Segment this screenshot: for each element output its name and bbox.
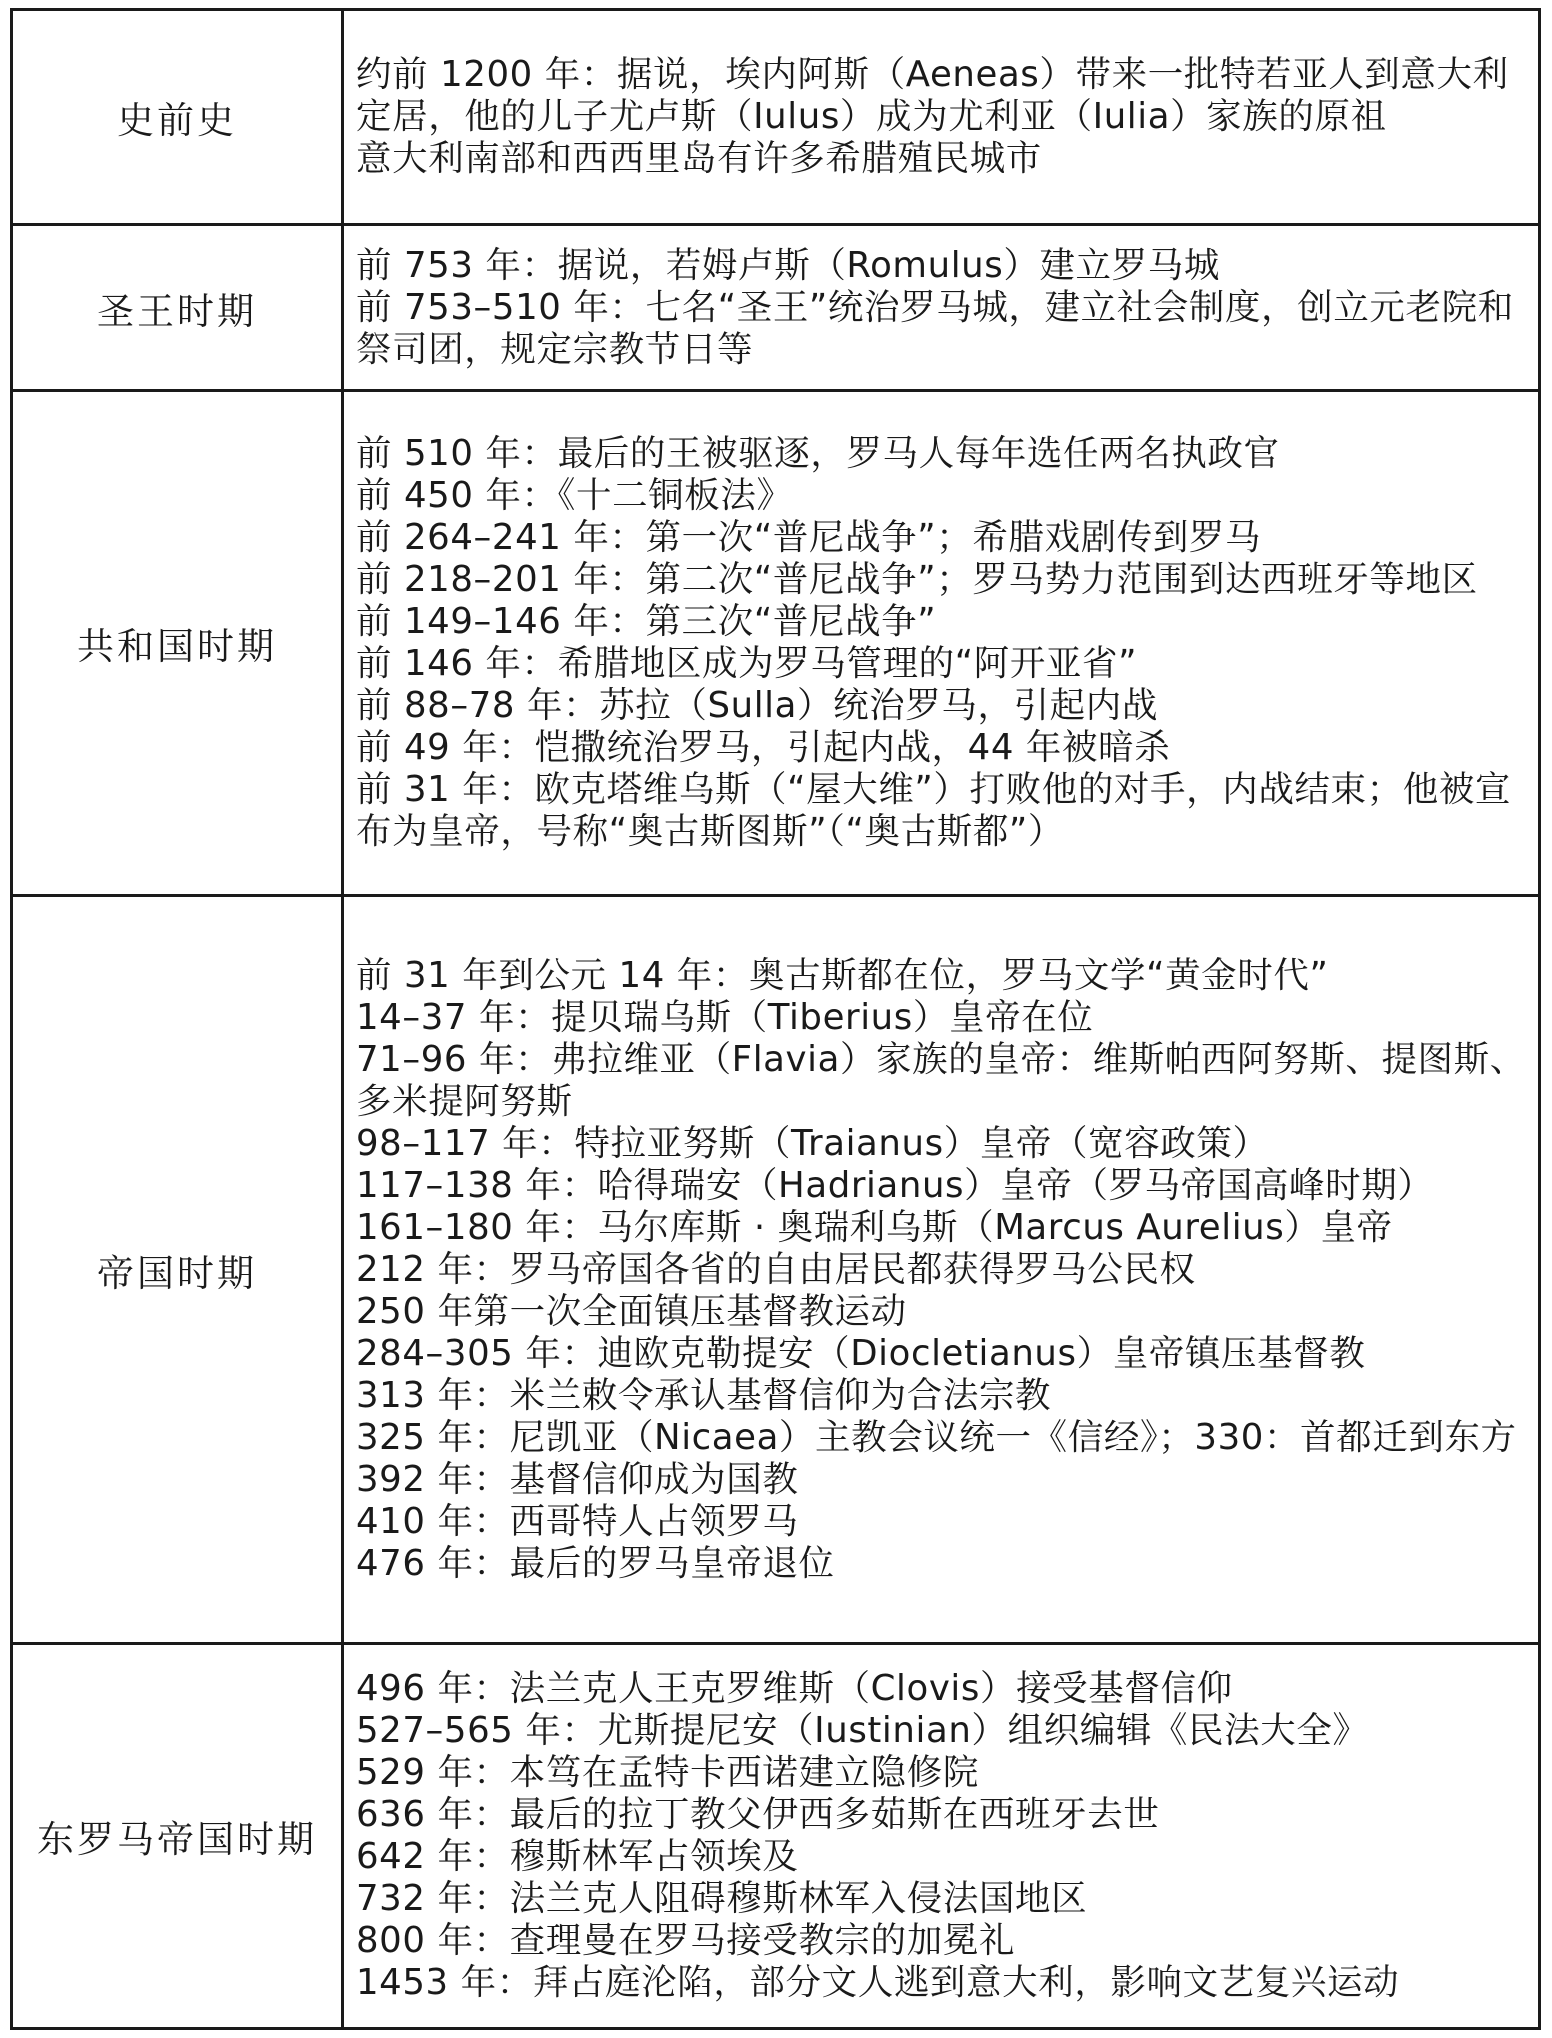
event-item: 前 146 年：希腊地区成为罗马管理的“阿开亚省” [356,643,1138,684]
event-item: 529 年：本笃在孟特卡西诺建立隐修院 [356,1752,979,1793]
period-republic: 共和国时期 [13,392,344,897]
event-item: 527–565 年：尤斯提尼安（Iustinian）组织编辑《民法大全》 [356,1710,1369,1751]
event-item: 1453 年：拜占庭沦陷，部分文人逃到意大利，影响文艺复兴运动 [356,1962,1400,2003]
period-kings: 圣王时期 [13,226,344,392]
event-item: 313 年：米兰敕令承认基督信仰为合法宗教 [356,1374,1052,1416]
event-item: 约前 1200 年：据说，埃内阿斯（Aeneas）带来一批特若亚人到意大利定居，他的儿子尤卢斯（Iulus）成为尤利亚（Iulia）家族的原祖 [356,54,1509,137]
event-item: 800 年：查理曼在罗马接受教宗的加冕礼 [356,1920,1016,1961]
event-item: 642 年：穆斯林军占领埃及 [356,1836,799,1877]
event-item: 前 218–201 年：第二次“普尼战争”；罗马势力范围到达西班牙等地区 [356,559,1478,600]
event-item: 732 年：法兰克人阻碍穆斯林军入侵法国地区 [356,1878,1088,1919]
event-item: 98–117 年：特拉亚努斯（Traianus）皇帝（宽容政策） [356,1122,1269,1164]
event-item: 476 年：最后的罗马皇帝退位 [356,1542,835,1584]
events-kings [344,226,1538,392]
event-item: 284–305 年：迪欧克勒提安（Diocletianus）皇帝镇压基督教 [356,1332,1366,1374]
event-item: 496 年：法兰克人王克罗维斯（Clovis）接受基督信仰 [356,1668,1233,1709]
event-item: 325 年：尼凯亚（Nicaea）主教会议统一《信经》；330：首都迁到东方 [356,1416,1517,1458]
event-item: 前 149–146 年：第三次“普尼战争” [356,601,937,642]
timeline-table [10,8,1541,2030]
event-item: 前 450 年：《十二铜板法》 [356,475,793,516]
event-item: 410 年：西哥特人占领罗马 [356,1500,799,1542]
event-item: 前 753 年：据说，若姆卢斯（Romulus）建立罗马城 [356,244,1220,286]
event-item: 前 31 年到公元 14 年：奥古斯都在位，罗马文学“黄金时代” [356,954,1329,996]
event-item: 前 753–510 年：七名“圣王”统治罗马城，建立社会制度，创立元老院和祭司团，规定宗教节日等 [356,286,1514,370]
events-prehistory [344,11,1538,226]
event-item: 71–96 年：弗拉维亚（Flavia）家族的皇帝：维斯帕西阿努斯、提图斯、多米提阿努斯 [356,1038,1526,1122]
event-item: 前 31 年：欧克塔维乌斯（“屋大维”）打败他的对手，内战结束；他被宣布为皇帝，号称“奥古斯图斯”（“奥古斯都”） [356,769,1512,852]
event-item: 前 264–241 年：第一次“普尼战争”；希腊戏剧传到罗马 [356,517,1262,558]
event-item: 意大利南部和西西里岛有许多希腊殖民城市 [356,138,1042,179]
event-item: 前 510 年：最后的王被驱逐，罗马人每年选任两名执政官 [356,433,1280,474]
event-item: 636 年：最后的拉丁教父伊西多茹斯在西班牙去世 [356,1794,1160,1835]
period-prehistory: 史前史 [13,11,344,226]
period-empire: 帝国时期 [13,897,344,1645]
event-item: 前 49 年：恺撒统治罗马，引起内战，44 年被暗杀 [356,727,1171,768]
events-republic [344,392,1538,897]
event-item: 前 88–78 年：苏拉（Sulla）统治罗马，引起内战 [356,685,1158,726]
event-item: 212 年：罗马帝国各省的自由居民都获得罗马公民权 [356,1248,1196,1290]
event-item: 117–138 年：哈得瑞安（Hadrianus）皇帝（罗马帝国高峰时期） [356,1164,1434,1206]
event-item: 14–37 年：提贝瑞乌斯（Tiberius）皇帝在位 [356,996,1094,1038]
events-empire [344,897,1538,1645]
period-east-roman: 东罗马帝国时期 [13,1645,344,2027]
event-item: 161–180 年：马尔库斯 · 奥瑞利乌斯（Marcus Aurelius）皇帝 [356,1206,1393,1248]
event-item: 392 年：基督信仰成为国教 [356,1458,799,1500]
events-east-roman [344,1645,1538,2027]
event-item: 250 年第一次全面镇压基督教运动 [356,1290,907,1332]
